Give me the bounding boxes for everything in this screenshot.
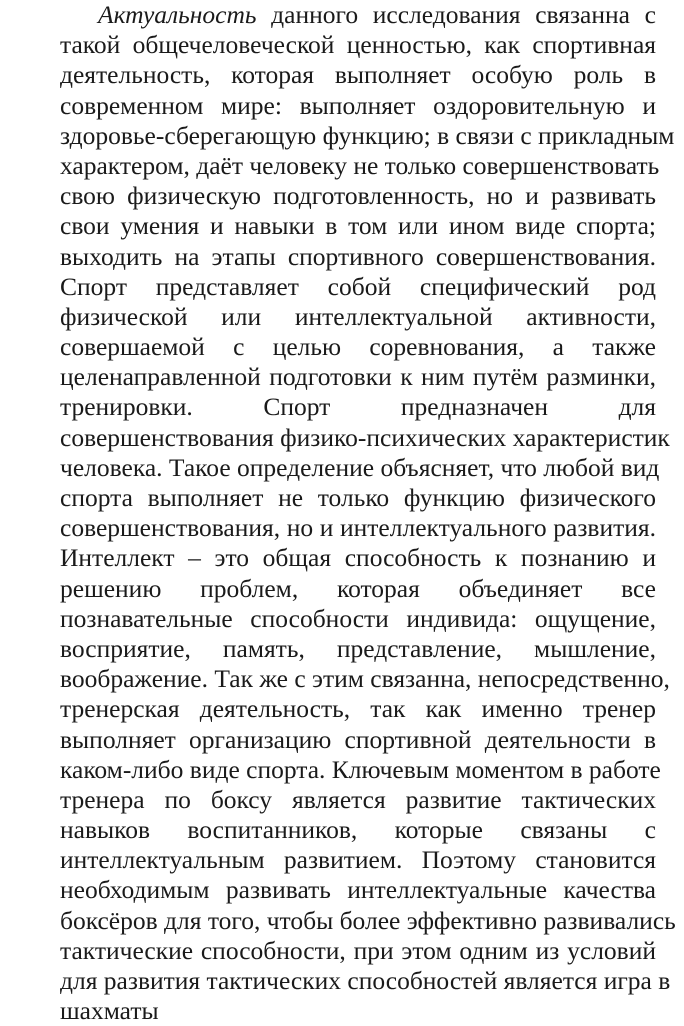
text-line: воображение. Так же с этим связанна, непосредственно,	[60, 664, 670, 694]
text-line: выполняет организацию спортивной деятельности в	[60, 724, 656, 754]
text-line: тактические способности, при этом одним из условий	[60, 935, 656, 965]
text-line: тренера по боксу является развитие тактических	[60, 784, 656, 814]
text-line: восприятие, память, представление, мышление,	[60, 633, 656, 663]
text-line: шахматы	[60, 996, 159, 1026]
text-line: интеллектуальным развитием. Поэтому становится	[60, 845, 656, 875]
text-line: Спорт представляет собой специфический род	[60, 271, 656, 301]
text-line: для развития тактических способностей является игра в	[60, 966, 671, 995]
text-line: современном мире: выполняет оздоровительную и	[60, 90, 656, 120]
text-line: тренировки. Спорт предназначен для	[60, 392, 656, 422]
text-line: выходить на этапы спортивного совершенствования.	[60, 241, 656, 271]
text-line: навыков воспитанников, которые связаны с	[60, 815, 656, 845]
text-line: такой общечеловеческой ценностью, как спортивная	[60, 30, 656, 60]
text-line: совершенствования физико-психических характеристик	[60, 422, 670, 452]
line-text: данного исследования связанна с	[256, 0, 656, 29]
text-line	[60, 0, 656, 30]
text-line: целенаправленной подготовки к ним путём разминки,	[60, 362, 656, 392]
text-line: здоровье-сберегающую функцию; в связи с прикладным	[60, 120, 675, 150]
text-line: совершаемой с целью соревнования, а также	[60, 332, 656, 362]
text-line: познавательные способности индивида: ощущение,	[60, 603, 656, 633]
text-line: тренерская деятельность, так как именно тренер	[60, 694, 656, 724]
text-line: свою физическую подготовленность, но и развивать	[60, 181, 656, 211]
emphasized-word: Актуальность	[98, 0, 257, 29]
text-line: решению проблем, которая объединяет все	[60, 573, 656, 603]
text-line: деятельность, которая выполняет особую роль в	[60, 60, 656, 90]
text-line: боксёров для того, чтобы более эффективно развивались	[60, 905, 676, 935]
text-line: характером, даёт человеку не только совершенствовать	[60, 150, 660, 180]
text-line: физической или интеллектуальной активности,	[60, 301, 656, 331]
text-line: Интеллект – это общая способность к познанию и	[60, 543, 656, 573]
text-line: человека. Такое определение объясняет, что любой вид	[60, 452, 660, 482]
text-line: совершенствования, но и интеллектуального развития.	[60, 513, 656, 543]
text-line: спорта выполняет не только функцию физического	[60, 483, 656, 512]
text-line: свои умения и навыки в том или ином виде спорта;	[60, 211, 656, 241]
text-line: необходимым развивать интеллектуальные качества	[60, 875, 656, 905]
text-line: каком-либо виде спорта. Ключевым моментом в работе	[60, 754, 661, 784]
